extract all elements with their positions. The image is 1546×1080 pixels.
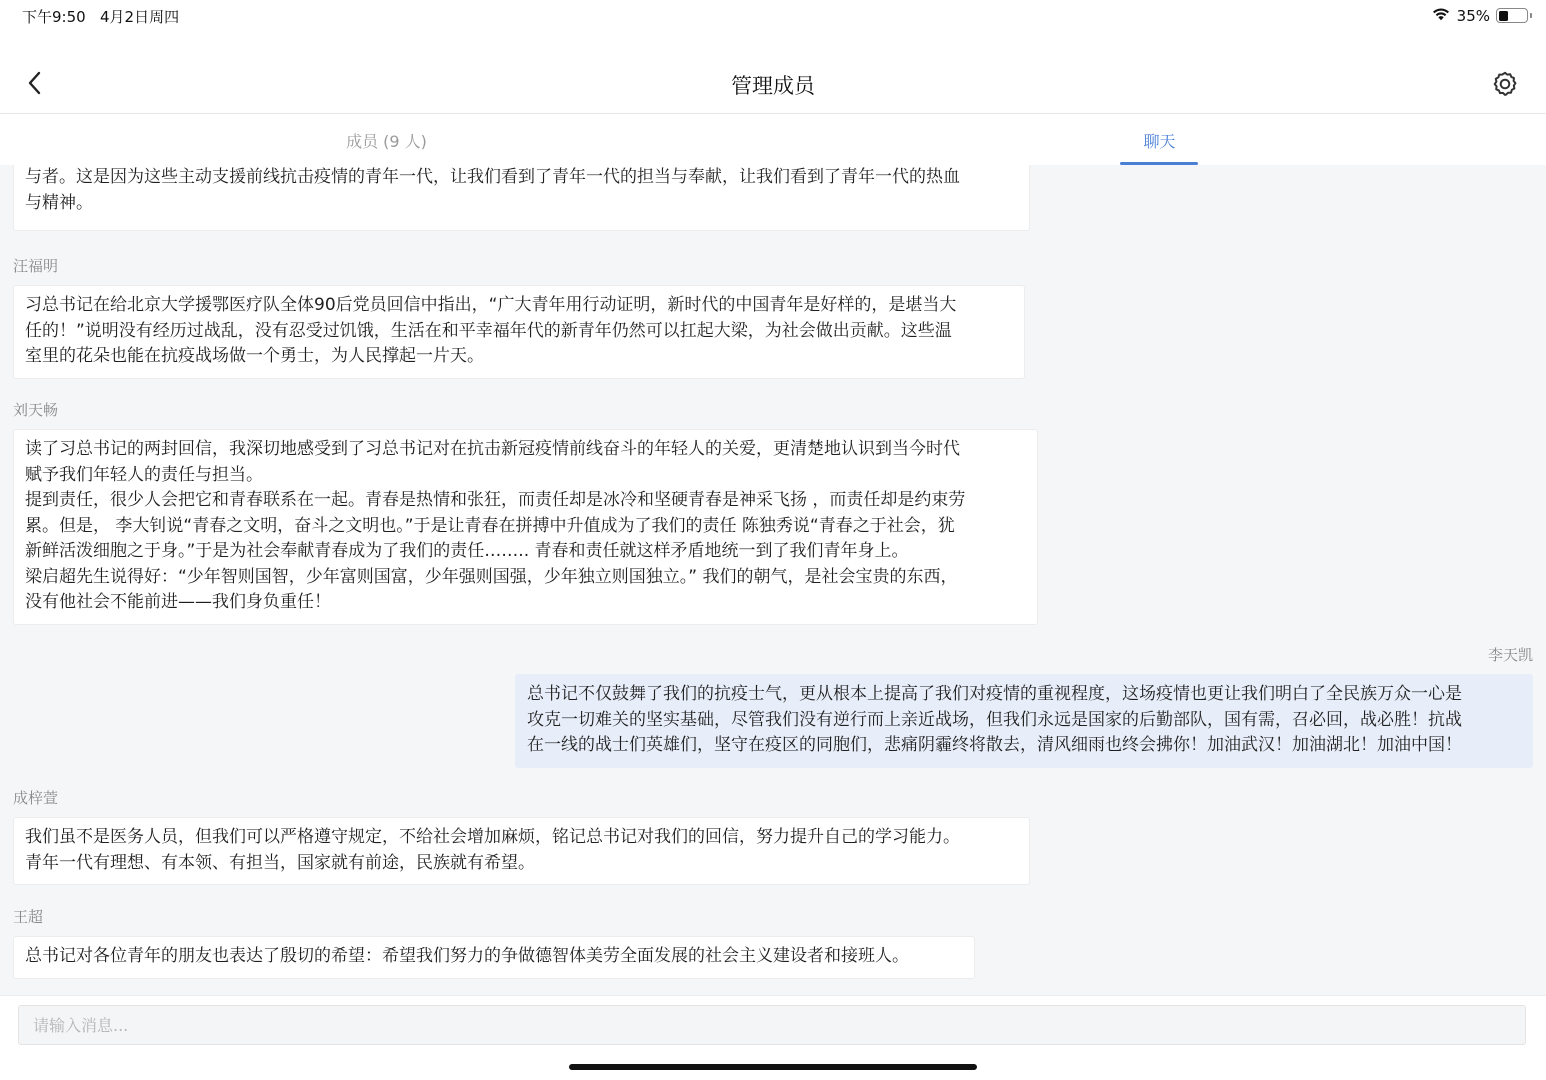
battery-level	[1499, 11, 1508, 21]
home-indicator	[569, 1064, 977, 1070]
chat-message	[13, 399, 1038, 625]
message-sender: 汪福明	[13, 257, 59, 275]
battery-icon	[1496, 8, 1528, 23]
wifi-icon	[1431, 6, 1451, 25]
chat-message-list[interactable]	[0, 165, 1546, 995]
chat-message	[13, 906, 975, 979]
message-sender: 王超	[13, 908, 44, 926]
chat-message	[13, 165, 1030, 231]
nav-bar	[0, 52, 1546, 114]
status-bar	[0, 0, 1546, 32]
chat-message	[13, 255, 1025, 379]
message-bubble: 我们虽不是医务人员，但我们可以严格遵守规定，不给社会增加麻烦，铭记总书记对我们的回信，努力提升自己的学习能力。 青年一代有理想、有本领、有担当，国家就有前途，民族就有希望。	[13, 817, 1030, 885]
chat-message	[515, 644, 1533, 768]
gear-icon	[1490, 69, 1520, 99]
message-bubble: 总书记不仅鼓舞了我们的抗疫士气，更从根本上提高了我们对疫情的重视程度，这场疫情也更让我们明白了全民族万众一心是 攻克一切难关的坚实基础，尽管我们没有逆行而上亲近战场，但我们永远是国家的后勤部队，国有需，召必回，战必胜！抗战 在一线的战士们英雄们，坚守在疫区的同胞们，悲痛阴霾终将散去，清风细雨也终会拂你！加油武汉！加油湖北！加油中国！	[515, 674, 1533, 768]
message-bubble: 读了习总书记的两封回信，我深切地感受到了习总书记对在抗击新冠疫情前线奋斗的年轻人的关爱，更清楚地认识到当今时代 赋予我们年轻人的责任与担当。 提到责任，很少人会把它和青春联系在一起。青春是热情和张狂，而责任却是冰冷和坚硬青春是神采飞扬 ，而责任却是约束劳 累。但是， 李大钊说“青春之文明，奋斗之文明也。”于是让青春在拼搏中升值成为了我们的责任 陈独秀说“青春之于社会，犹 新鲜活泼细胞之于身。”于是为社会奉献青春成为了我们的责任…….. 青春和责任就这样矛盾地统一到了我们青年身上。 梁启超先生说得好：“少年智则国智，少年富则国富，少年强则国强，少年独立则国独立。” 我们的朝气，是社会宝贵的东西， 没有他社会不能前进——我们身负重任！	[13, 429, 1038, 625]
message-bubble: 习总书记在给北京大学援鄂医疗队全体90后党员回信中指出，“广大青年用行动证明，新时代的中国青年是好样的，是堪当大 任的！”说明没有经历过战乱，没有忍受过饥饿，生活在和平幸福年代的新青年仍然可以扛起大梁，为社会做出贡献。这些温 室里的花朵也能在抗疫战场做一个勇士，为人民撑起一片天。	[13, 285, 1025, 379]
tab-bar	[0, 115, 1546, 165]
message-bubble: 总书记对各位青年的朋友也表达了殷切的希望：希望我们努力的争做德智体美劳全面发展的社会主义建设者和接班人。	[13, 936, 975, 979]
message-sender: 李天凯	[1487, 646, 1533, 664]
message-input[interactable]	[18, 1005, 1526, 1045]
status-time	[22, 6, 179, 27]
status-date: 4月2日周四	[100, 8, 180, 26]
message-sender: 成梓萱	[13, 789, 59, 807]
message-sender: 刘天畅	[13, 401, 59, 419]
page-title: 管理成员	[731, 74, 815, 98]
chat-message	[13, 787, 1030, 885]
battery-cap	[1530, 13, 1533, 18]
status-clock: 下午9:50	[22, 8, 86, 26]
battery-percent: 35%	[1456, 6, 1490, 25]
status-indicators	[1431, 6, 1528, 25]
tab-members[interactable]: 成员 (9 人)	[346, 131, 427, 151]
input-bar	[0, 995, 1546, 1080]
tab-chat[interactable]: 聊天	[1143, 131, 1176, 151]
message-bubble: 与者。这是因为这些主动支援前线抗击疫情的青年一代，让我们看到了青年一代的担当与奉献，让我们看到了青年一代的热血 与精神。	[13, 165, 1030, 231]
settings-button[interactable]	[1488, 67, 1522, 101]
